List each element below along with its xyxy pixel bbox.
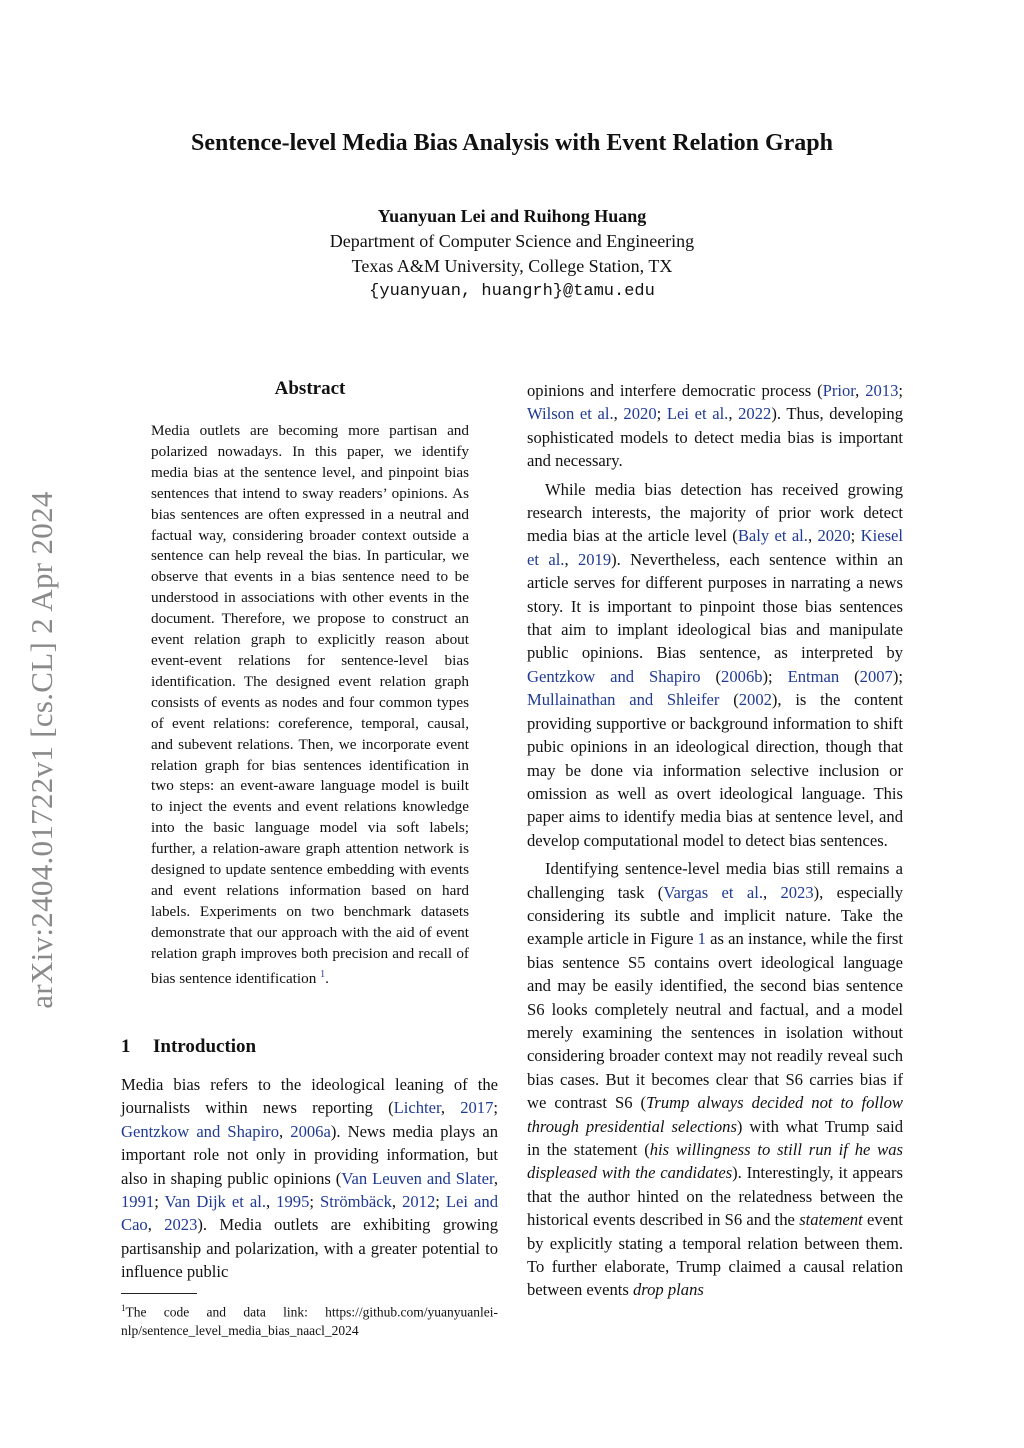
citation-link[interactable]: 1991 [121, 1192, 155, 1212]
arxiv-sidebar-stamp [22, 455, 62, 1045]
paper-title: Sentence-level Media Bias Analysis with Event Relation Graph [191, 130, 833, 156]
footnote-ref[interactable]: 1 [320, 968, 326, 980]
citation-link[interactable]: 2006a [290, 1121, 331, 1141]
author-block [0, 204, 1024, 304]
citation-link[interactable]: 2023 [164, 1215, 198, 1235]
citation-link[interactable]: Lichter [393, 1098, 441, 1118]
citation-link[interactable]: 2002 [738, 690, 772, 710]
citation-link[interactable]: Wilson et al. [527, 404, 614, 424]
citation-link[interactable]: Entman [787, 666, 840, 686]
citation-link[interactable]: Lei and Cao [121, 1192, 498, 1235]
intro-right-column [527, 379, 903, 1302]
citation-link[interactable]: 1995 [276, 1192, 310, 1212]
footnote-mark: 1 [121, 1303, 126, 1313]
intro-paragraph-3: Identifying sentence-level media bias still remains a challenging task (Vargas et al., 2023), especially considering its subtle and implicit nature. Take the example article in Figure 1 as an instance, while the first bias sentence S5 contains overt ideological language and may be easily identified, the second bias sentence S6 looks completely neutral and factual, and a model merely examining the sentences in isolation without considering broader context may not readily reveal such bias cases. But it becomes clear that S6 carries bias if we contrast S6 (Trump always decided not to follow through presidential selections) with what Trump said in the statement (his willingness to still run if he was displeased with the candidates). Interestingly, it appears that the author hinted on the relatedness between the historical events described in S6 and the statement event by explicitly stating a temporal relation between them. To further elaborate, Trump claimed a causal relation between events drop plans [527, 859, 904, 1300]
citation-link[interactable]: 2022 [738, 404, 772, 424]
abstract-end: . [325, 969, 329, 987]
author-email: {yuanyuan, huangrh}@tamu.edu [369, 282, 655, 301]
citation-link[interactable]: Prior [822, 381, 856, 400]
citation-link[interactable]: 2013 [865, 381, 899, 400]
footnote [121, 1299, 498, 1340]
citation-link[interactable]: 2006b [721, 666, 763, 686]
department: Department of Computer Science and Engineering [329, 231, 695, 251]
italic-phrase: Trump always decided not to follow through presidential selections [527, 1093, 903, 1136]
citation-link[interactable]: 2019 [577, 549, 612, 569]
citation-link[interactable]: Gentzkow and Shapiro [527, 666, 701, 686]
citation-link[interactable]: Lei et al. [666, 404, 729, 424]
citation-link[interactable]: Van Leuven and Slater [341, 1168, 494, 1188]
citation-link[interactable]: Gentzkow and Shapiro [121, 1121, 280, 1141]
citation-link[interactable]: 2020 [623, 404, 657, 424]
citation-link[interactable]: Strömbäck [320, 1192, 392, 1212]
author-names: Yuanyuan Lei and Ruihong Huang [377, 206, 647, 226]
citation-link[interactable]: Baly et al. [737, 526, 808, 546]
citation-link[interactable]: 2023 [780, 882, 814, 902]
abstract-body-text: Media outlets are becoming more partisan and polarized nowadays. In this paper, we identify media bias at the sentence level, and pinpoint bias sentences that intend to sway readers’ opinions. As bias sentences are often expressed in a neutral and factual way, considering broader context outside a sentence can help reveal the bias. In particular, we observe that events in a bias sentence need to be understood in associations with other events in the document. Therefore, we propose to construct an event relation graph to explicitly reason about event-event relations for sentence-level bias identification. The designed event relation graph consists of events as nodes and four common types of event relations: coreference, temporal, causal, and subevent relations. Then, we incorporate event relation graph for bias sentences identification in two steps: an event-aware language model is built to inject the events and event relations knowledge into the basic language model via soft labels; further, a relation-aware graph attention network is designed to update sentence embedding with events and event relations information based on hard labels. Experiments on two benchmark datasets demonstrate that our approach with the aid of event relation graph improves both precision and recall of bias sentence identification [151, 422, 469, 987]
arxiv-id: arXiv:2404.01722v1 [cs.CL] 2 Apr 2024 [24, 491, 59, 1009]
italic-phrase: drop plans [632, 1280, 704, 1300]
citation-link[interactable]: 2020 [817, 526, 851, 546]
citation-link[interactable]: 2007 [859, 666, 893, 686]
section-heading-introduction [121, 1036, 256, 1058]
intro-paragraph-1: Media bias refers to the ideological leaning of the journalists within news reporting (Lichter, 2017; Gentzkow and Shapiro, 2006a). News media plays an important role not only in providing information, but also in shaping public opinions (Van Leuven and Slater, 1991; Van Dijk et al., 1995; Strömbäck, 2012; Lei and Cao, 2023). Media outlets are exhibiting growing partisanship and polarization, with a greater potential to influence public [121, 1075, 499, 1282]
footnote-text: The code and data link: https://github.com/yuanyuanlei-nlp/sentence_level_media_bias_naacl_2024 [121, 1304, 498, 1338]
citation-link[interactable]: 2017 [460, 1098, 494, 1118]
section-number: 1 [121, 1036, 131, 1057]
abstract-heading: Abstract [274, 378, 346, 399]
citation-link[interactable]: 1 [697, 929, 706, 949]
abstract-text [151, 421, 469, 990]
intro-left-column [121, 1073, 498, 1284]
intro-paragraph-2: While media bias detection has received growing research interests, the majority of prior work detect media bias at the article level (Baly et al., 2020; Kiesel et al., 2019). Nevertheless, each sentence within an article serves for different purposes in narrating a news story. It is important to pinpoint those bias sentences that aim to implant ideological bias and manipulate public opinions. Bias sentence, as interpreted by Gentzkow and Shapiro (2006b); Entman (2007); Mullainathan and Shleifer (2002), is the content providing supportive or background information to shift pubic opinions in an ideological direction, though that may be done via information selective inclusion or omission as well as overt ideological language. This paper aims to identify media bias at sentence level, and develop computational model to detect bias sentences. [527, 479, 904, 850]
citation-link[interactable]: Van Dijk et al. [164, 1192, 266, 1212]
citation-link[interactable]: Kiesel et al. [527, 526, 904, 569]
university: Texas A&M University, College Station, TX [351, 256, 673, 276]
citation-link[interactable]: Mullainathan and Shleifer [527, 690, 720, 710]
italic-phrase: his willingness to still run if he was displeased with the candidates [527, 1140, 903, 1183]
footnote-divider [121, 1293, 197, 1294]
intro-paragraph-continued: opinions and interfere democratic process (Prior, 2013; Wilson et al., 2020; Lei et al., 2022). Thus, developing sophisticated models to detect media bias is important and necessary. [527, 381, 904, 471]
section-title: Introduction [153, 1036, 257, 1057]
citation-link[interactable]: 2012 [402, 1192, 436, 1212]
italic-phrase: statement [799, 1210, 863, 1230]
citation-link[interactable]: Vargas et al. [663, 882, 763, 902]
